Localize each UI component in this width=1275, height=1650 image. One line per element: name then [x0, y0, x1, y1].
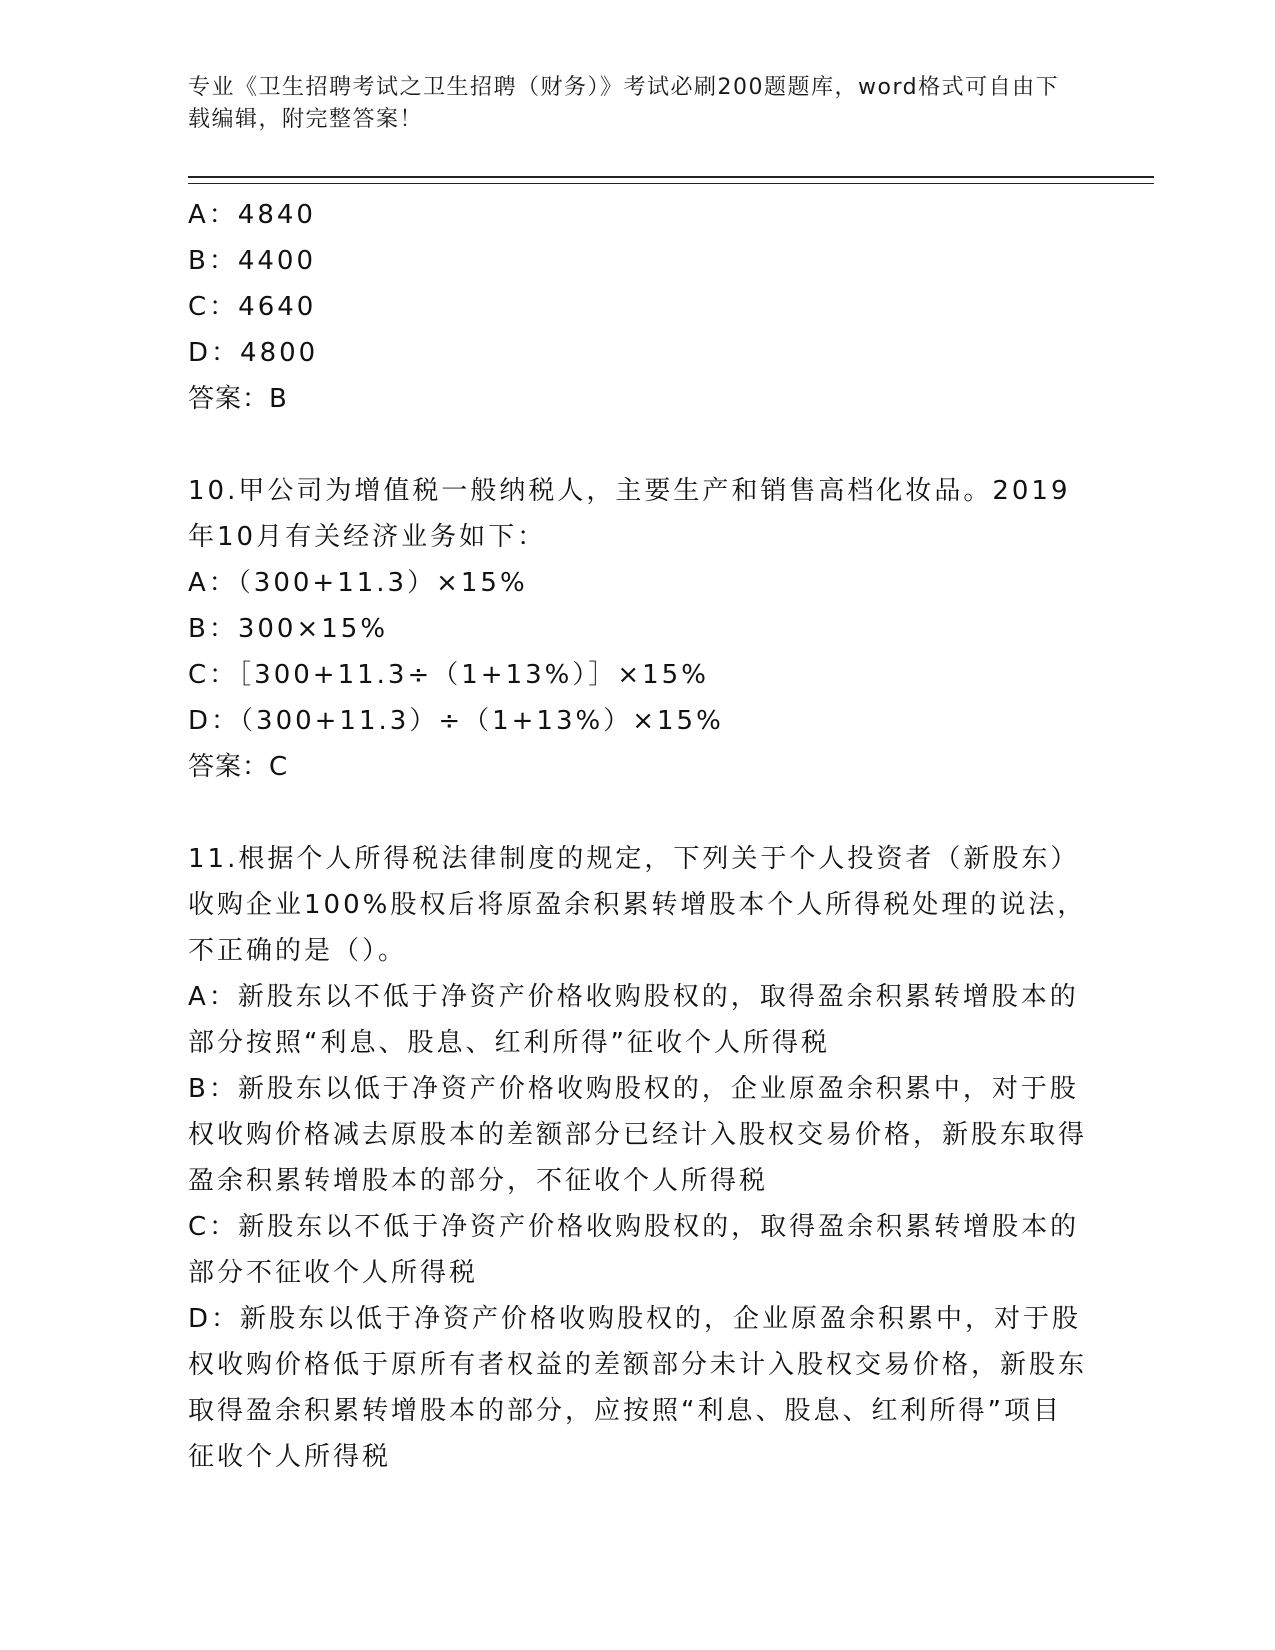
document-body — [188, 192, 1088, 1480]
option-c: C：4640 — [188, 292, 317, 322]
answer-label: 答案：C — [188, 752, 289, 782]
option-d: D：新股东以低于净资产价格收购股权的，企业原盈余积累中，对于股权收购价格低于原所有者权益的差额部分未计入股权交易价格，新股东取得盈余积累转增股本的部分，应按照“利息、股息、红利所得”项目征收个人所得税 — [188, 1304, 1088, 1472]
option-d: D：4800 — [188, 338, 319, 368]
question-stem: 10.甲公司为增值税一般纳税人，主要生产和销售高档化妆品。2019年10月有关经济业务如下： — [188, 476, 1071, 552]
header-divider — [188, 176, 1154, 184]
option-a: A：4840 — [188, 200, 316, 230]
option-a: A：新股东以不低于净资产价格收购股权的，取得盈余积累转增股本的部分按照“利息、股息、红利所得”征收个人所得税 — [188, 982, 1079, 1058]
option-b: B：300×15% — [188, 614, 389, 644]
option-c: C：［300+11.3÷（1+13%）］×15% — [188, 660, 709, 690]
page-header: 专业《卫生招聘考试之卫生招聘（财务）》考试必刷200题题库，word格式可自由下载编辑，附完整答案！ — [188, 75, 1060, 132]
answer-label: 答案：B — [188, 384, 288, 414]
spacer — [188, 422, 1088, 468]
option-c: C：新股东以不低于净资产价格收购股权的，取得盈余积累转增股本的部分不征收个人所得税 — [188, 1212, 1080, 1288]
question-11 — [188, 836, 1088, 1480]
option-a: A：（300+11.3）×15% — [188, 568, 528, 598]
spacer — [188, 790, 1088, 836]
option-b: B：4400 — [188, 246, 317, 276]
option-d: D：（300+11.3）÷（1+13%）×15% — [188, 706, 724, 736]
question-stem: 11.根据个人所得税法律制度的规定，下列关于个人投资者（新股东）收购企业100%股权后将原盈余积累转增股本个人所得税处理的说法，不正确的是（）。 — [188, 844, 1087, 966]
option-b: B：新股东以低于净资产价格收购股权的，企业原盈余积累中，对于股权收购价格减去原股本的差额部分已经计入股权交易价格，新股东取得盈余积累转增股本的部分，不征收个人所得税 — [188, 1074, 1088, 1196]
question-10 — [188, 468, 1088, 790]
question-9 — [188, 192, 1088, 422]
